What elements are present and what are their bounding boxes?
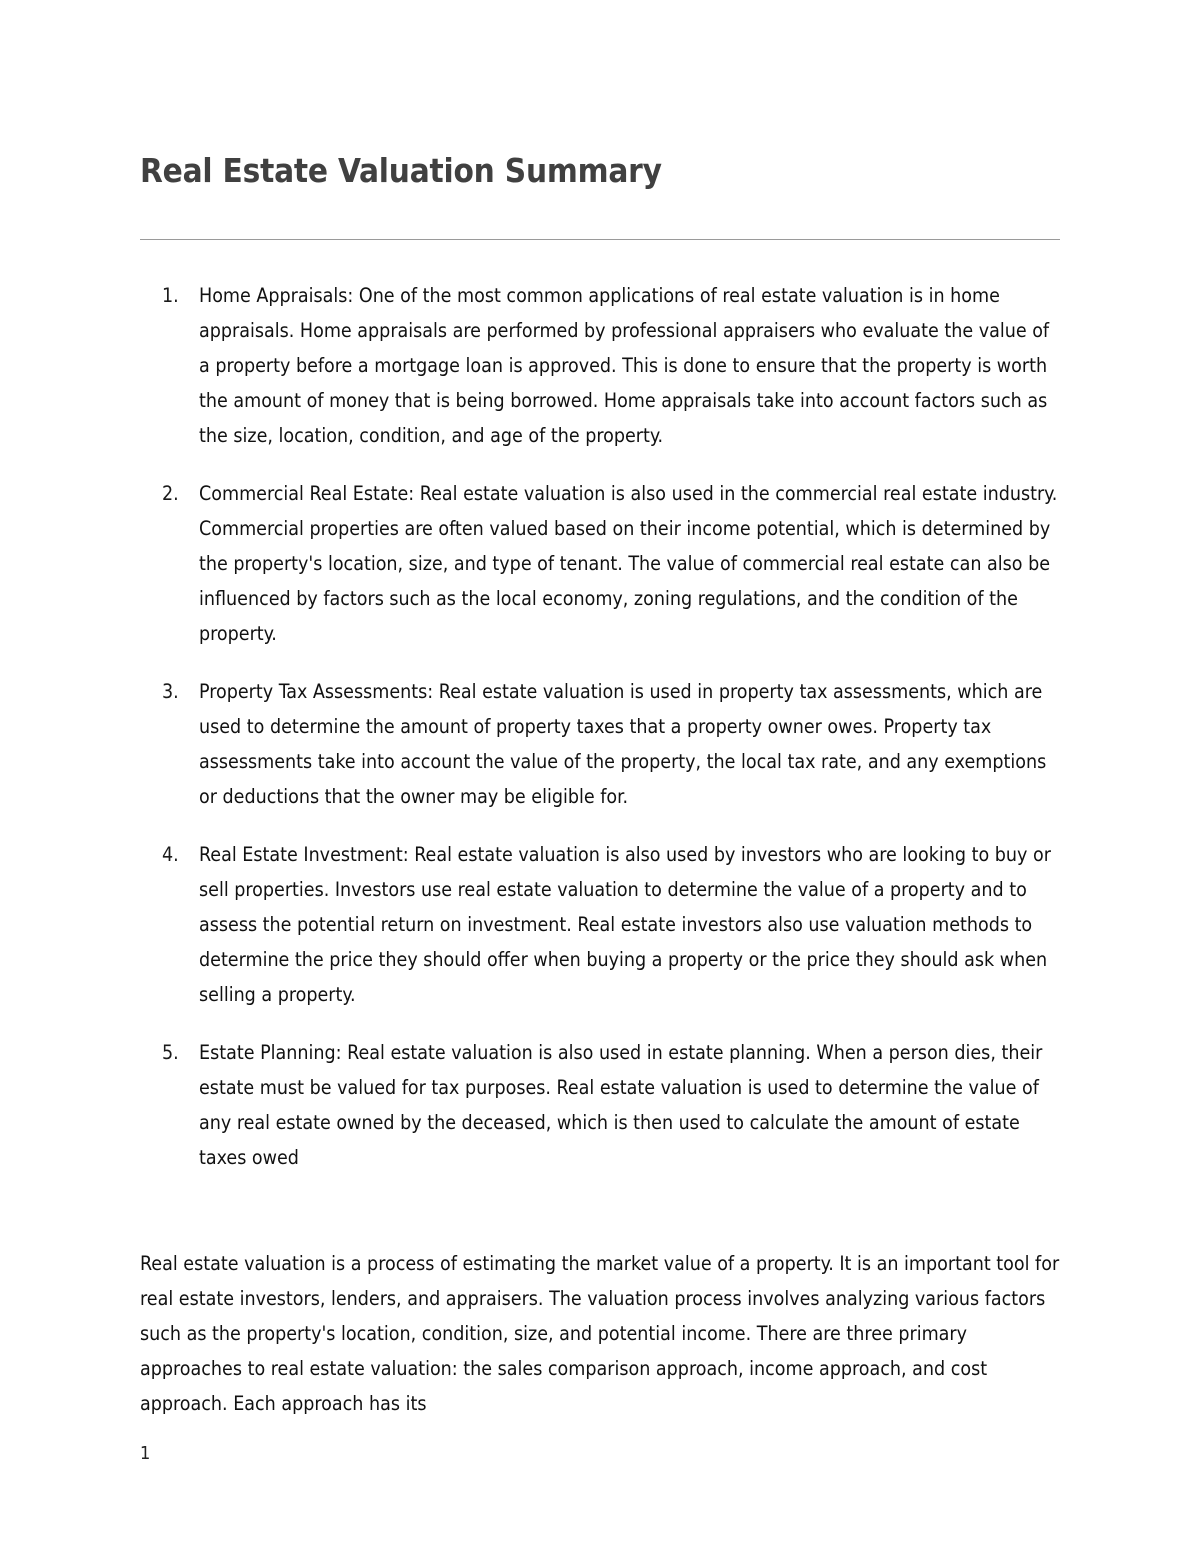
list-item-text: Real Estate Investment: Real estate valuation is also used by investors who are looking to buy or sell properties. Investors use real estate valuation to determine the value of a property and to assess the potential return on investment. Real estate investors also use valuation methods to determine the price they should offer when buying a property or the price they should ask when selling a property.	[199, 843, 1051, 1007]
list-item	[140, 674, 1060, 814]
list-item	[140, 1035, 1060, 1175]
list-item-text: Commercial Real Estate: Real estate valuation is also used in the commercial real estate industry. Commercial properties are often valued based on their income potential, which is determined by the property's location, size, and type of tenant. The value of commercial real estate can also be influenced by factors such as the local economy, zoning regulations, and the condition of the property.	[199, 482, 1058, 646]
list-item	[140, 476, 1060, 651]
page-title: Real Estate Valuation Summary	[140, 151, 662, 190]
list-item-text: Estate Planning: Real estate valuation is also used in estate planning. When a person dies, their estate must be valued for tax purposes. Real estate valuation is used to determine the value of any real estate owned by the deceased, which is then used to calculate the amount of estate taxes owed	[199, 1041, 1043, 1170]
list-item	[140, 837, 1060, 1012]
list-item-text: Home Appraisals: One of the most common applications of real estate valuation is in home appraisals. Home appraisals are performed by professional appraisers who evaluate the value of a property before a mortgage loan is approved. This is done to ensure that the property is worth the amount of money that is being borrowed. Home appraisals take into account factors such as the size, location, condition, and age of the property.	[199, 284, 1050, 448]
closing-paragraph: Real estate valuation is a process of estimating the market value of a property. It is an important tool for real estate investors, lenders, and appraisers. The valuation process involves analyzing various factors such as the property's location, condition, size, and potential income. There are three primary approaches to real estate valuation: the sales comparison approach, income approach, and cost approach. Each approach has its	[140, 1252, 1060, 1416]
list-item	[140, 278, 1060, 453]
numbered-list	[140, 240, 1060, 1175]
list-item-text: Property Tax Assessments: Real estate valuation is used in property tax assessments, which are used to determine the amount of property taxes that a property owner owes. Property tax assessments take into account the value of the property, the local tax rate, and any exemptions or deductions that the owner may be eligible for.	[199, 680, 1047, 809]
page-number: 1	[140, 1443, 151, 1464]
document-body	[140, 240, 1060, 1421]
